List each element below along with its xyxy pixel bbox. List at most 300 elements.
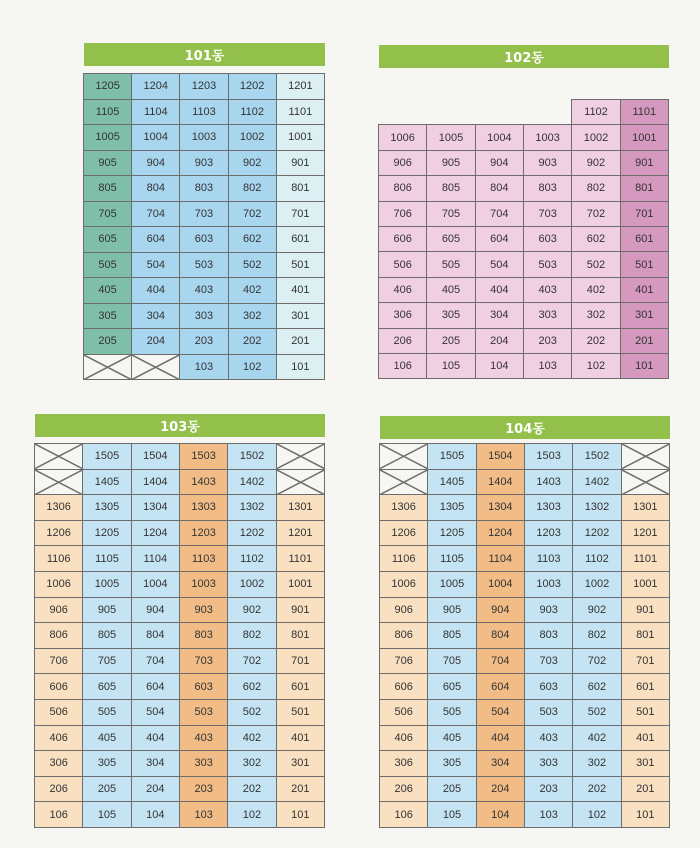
unit-cell: 106 [379,353,427,378]
unit-cell: 1303 [524,495,572,521]
unit-cell: 106 [380,802,428,828]
unit-cell: 102 [572,353,620,378]
unit-cell: 404 [131,725,179,751]
unit-cell: 1302 [228,495,276,521]
unit-cell: 1004 [476,571,524,597]
unit-cell: 502 [228,699,276,725]
building-title: 101동 [84,43,325,66]
unit-cell: 901 [276,597,324,623]
unit-cell: 504 [476,699,524,725]
unit-cell: 904 [132,150,180,176]
unit-cell: 604 [132,227,180,253]
unit-cell: 101 [621,802,669,828]
unit-cell: 406 [35,725,83,751]
unit-cell: 806 [379,176,427,201]
empty-cell [427,100,475,125]
table-row [380,648,670,674]
unit-cell: 201 [276,776,324,802]
unit-cell: 1006 [35,571,83,597]
unit-cell: 501 [276,252,324,278]
unit-cell: 405 [428,725,476,751]
unit-cell: 503 [179,699,227,725]
unavailable-cell-icon [35,469,83,495]
unit-cell: 905 [84,150,132,176]
table-row [380,546,670,572]
table-row [380,597,670,623]
unit-cell: 1001 [276,125,324,151]
unit-cell: 905 [427,150,475,175]
table-row [380,674,670,700]
unit-cell: 1203 [180,74,228,100]
unit-cell: 403 [523,277,571,302]
unit-cell: 606 [380,674,428,700]
unavailable-cell-icon [276,469,324,495]
unit-cell: 1202 [228,74,276,100]
unit-cell: 702 [573,648,621,674]
table-row [380,469,670,495]
table-row [379,100,669,125]
unit-cell: 1102 [228,546,276,572]
unit-cell: 602 [572,226,620,251]
unit-cell: 103 [180,354,228,380]
table-row [35,648,325,674]
unit-cell: 506 [379,252,427,277]
unit-cell: 501 [621,699,669,725]
unit-cell: 102 [228,802,276,828]
unit-cell: 405 [427,277,475,302]
unit-cell: 803 [179,623,227,649]
unit-cell: 1101 [276,99,324,125]
table-row [84,74,325,100]
unit-cell: 702 [228,648,276,674]
unit-cell: 904 [476,597,524,623]
unit-cell: 1304 [131,495,179,521]
unit-cell: 401 [621,725,669,751]
unit-cell: 703 [523,201,571,226]
unit-cell: 903 [523,150,571,175]
unit-cell: 802 [228,623,276,649]
unit-cell: 706 [380,648,428,674]
unit-cell: 506 [35,699,83,725]
table-row [84,99,325,125]
unit-cell: 1001 [620,125,668,150]
unit-cell: 203 [179,776,227,802]
unit-cell: 1302 [573,495,621,521]
unit-cell: 403 [179,725,227,751]
unit-cell: 901 [620,150,668,175]
unit-cell: 1103 [180,99,228,125]
table-row [35,444,325,470]
unit-cell: 601 [276,674,324,700]
unit-cell: 804 [132,176,180,202]
unit-cell: 201 [620,328,668,353]
unit-cell: 502 [572,252,620,277]
table-row [379,201,669,226]
unavailable-cell-icon [84,354,132,380]
unit-cell: 902 [228,150,276,176]
unit-cell: 505 [83,699,131,725]
unit-cell: 401 [276,278,324,304]
empty-cell [379,100,427,125]
unit-cell: 801 [276,623,324,649]
unit-cell: 703 [180,201,228,227]
unit-cell: 902 [228,597,276,623]
unit-cell: 1205 [428,520,476,546]
unit-cell: 1301 [621,495,669,521]
unit-cell: 206 [35,776,83,802]
unit-cell: 906 [380,597,428,623]
unit-cell: 1504 [476,444,524,470]
table-row [380,520,670,546]
unit-cell: 303 [523,303,571,328]
unit-cell: 301 [620,303,668,328]
unit-cell: 1001 [276,571,324,597]
unit-cell: 1103 [179,546,227,572]
table-row [380,802,670,828]
unit-cell: 106 [35,802,83,828]
unit-cell: 1304 [476,495,524,521]
unit-cell: 1005 [84,125,132,151]
unit-cell: 805 [84,176,132,202]
unit-cell: 804 [475,176,523,201]
unit-cell: 1004 [132,125,180,151]
unit-cell: 1002 [228,125,276,151]
unit-cell: 1201 [276,520,324,546]
unit-cell: 1002 [228,571,276,597]
unit-cell: 1003 [179,571,227,597]
unit-cell: 405 [84,278,132,304]
unit-cell: 1102 [572,100,620,125]
table-row [379,328,669,353]
unit-cell: 601 [276,227,324,253]
unit-cell: 801 [621,623,669,649]
table-row [84,354,325,380]
unit-cell: 306 [35,751,83,777]
unit-cell: 1005 [428,571,476,597]
unit-cell: 1102 [228,99,276,125]
unit-cell: 801 [620,176,668,201]
unit-cell: 901 [621,597,669,623]
unit-cell: 1203 [524,520,572,546]
unit-cell: 705 [428,648,476,674]
unit-cell: 605 [428,674,476,700]
unit-cell: 706 [379,201,427,226]
unit-cell: 204 [475,328,523,353]
unit-cell: 402 [228,725,276,751]
unit-cell: 601 [621,674,669,700]
table-row [380,495,670,521]
unit-cell: 1204 [476,520,524,546]
unit-cell: 1105 [84,99,132,125]
unit-cell: 606 [379,226,427,251]
unit-cell: 1101 [276,546,324,572]
unit-cell: 705 [83,648,131,674]
unit-cell: 503 [524,699,572,725]
unit-cell: 502 [573,699,621,725]
unit-cell: 103 [179,802,227,828]
unit-cell: 1502 [228,444,276,470]
unavailable-cell-icon [621,444,669,470]
unit-cell: 805 [428,623,476,649]
unit-cell: 603 [180,227,228,253]
empty-cell [523,100,571,125]
table-row [35,495,325,521]
unit-cell: 503 [523,252,571,277]
unit-cell: 104 [475,353,523,378]
unit-cell: 305 [428,751,476,777]
unit-cell: 1005 [83,571,131,597]
unit-cell: 203 [524,776,572,802]
unit-cell: 1201 [276,74,324,100]
unit-cell: 703 [524,648,572,674]
unit-cell: 1504 [131,444,179,470]
unit-cell: 502 [228,252,276,278]
table-row [35,674,325,700]
unit-cell: 604 [476,674,524,700]
unit-cell: 404 [475,277,523,302]
unit-cell: 903 [179,597,227,623]
unit-cell: 801 [276,176,324,202]
table-row [380,725,670,751]
unit-cell: 1505 [428,444,476,470]
unit-cell: 704 [132,201,180,227]
unit-cell: 305 [84,303,132,329]
unit-cell: 905 [83,597,131,623]
table-row [380,571,670,597]
unit-cell: 1105 [428,546,476,572]
unit-grid [379,443,670,828]
table-row [84,252,325,278]
table-row [380,751,670,777]
unit-cell: 904 [475,150,523,175]
unit-cell: 605 [84,227,132,253]
unit-cell: 301 [276,303,324,329]
unit-cell: 402 [572,277,620,302]
unit-cell: 505 [427,252,475,277]
unit-cell: 1405 [83,469,131,495]
unit-cell: 505 [84,252,132,278]
table-row [84,201,325,227]
unit-grid [34,443,325,828]
unit-cell: 101 [276,802,324,828]
table-row [35,776,325,802]
unit-cell: 604 [131,674,179,700]
unit-cell: 202 [228,776,276,802]
unit-cell: 1003 [524,571,572,597]
unit-cell: 1103 [524,546,572,572]
building-title: 102동 [379,45,669,68]
unit-cell: 1503 [179,444,227,470]
unit-cell: 1204 [132,74,180,100]
unit-cell: 805 [83,623,131,649]
unit-grid [378,99,669,379]
table-row [35,597,325,623]
unit-cell: 1003 [180,125,228,151]
unit-cell: 705 [427,201,475,226]
unit-cell: 806 [35,623,83,649]
unit-cell: 501 [620,252,668,277]
unit-cell: 706 [35,648,83,674]
unit-cell: 1201 [621,520,669,546]
unit-cell: 605 [83,674,131,700]
unavailable-cell-icon [621,469,669,495]
unit-cell: 902 [573,597,621,623]
unit-cell: 402 [573,725,621,751]
unit-cell: 201 [276,329,324,355]
unit-cell: 1404 [476,469,524,495]
unit-cell: 906 [35,597,83,623]
unit-cell: 504 [131,699,179,725]
unit-cell: 1202 [573,520,621,546]
unit-cell: 304 [132,303,180,329]
table-row [380,776,670,802]
unit-cell: 1106 [380,546,428,572]
unit-cell: 201 [621,776,669,802]
unavailable-cell-icon [380,444,428,470]
table-row [35,469,325,495]
unit-cell: 1404 [131,469,179,495]
unit-cell: 306 [380,751,428,777]
table-row [379,176,669,201]
unit-cell: 1005 [427,125,475,150]
unit-cell: 405 [83,725,131,751]
unit-cell: 1101 [620,100,668,125]
unit-cell: 603 [523,226,571,251]
table-row [35,571,325,597]
unit-cell: 1306 [35,495,83,521]
unit-cell: 301 [621,751,669,777]
unit-cell: 304 [476,751,524,777]
unit-cell: 1403 [524,469,572,495]
unit-cell: 1205 [83,520,131,546]
unit-cell: 1402 [573,469,621,495]
unit-cell: 1204 [131,520,179,546]
unit-cell: 303 [180,303,228,329]
unavailable-cell-icon [132,354,180,380]
unit-cell: 1305 [428,495,476,521]
table-row [35,546,325,572]
unit-cell: 1202 [228,520,276,546]
unit-cell: 1503 [524,444,572,470]
unit-cell: 302 [572,303,620,328]
table-row [379,125,669,150]
unit-cell: 202 [228,329,276,355]
unit-cell: 105 [428,802,476,828]
building-title: 103동 [35,414,325,437]
unit-cell: 202 [573,776,621,802]
unit-cell: 302 [228,751,276,777]
unit-cell: 105 [427,353,475,378]
unit-cell: 705 [84,201,132,227]
unit-cell: 204 [476,776,524,802]
unit-cell: 905 [428,597,476,623]
unit-cell: 1505 [83,444,131,470]
unit-cell: 202 [572,328,620,353]
unit-cell: 802 [228,176,276,202]
unit-cell: 1402 [228,469,276,495]
table-row [84,227,325,253]
unit-cell: 103 [523,353,571,378]
unit-cell: 304 [475,303,523,328]
unit-cell: 803 [523,176,571,201]
unit-cell: 303 [524,751,572,777]
table-row [379,277,669,302]
unit-cell: 902 [572,150,620,175]
unit-cell: 104 [476,802,524,828]
table-row [379,226,669,251]
unit-cell: 301 [276,751,324,777]
unit-cell: 603 [524,674,572,700]
table-row [380,444,670,470]
table-row [35,725,325,751]
unit-cell: 205 [428,776,476,802]
unit-cell: 806 [380,623,428,649]
unit-cell: 602 [228,674,276,700]
unit-cell: 101 [276,354,324,380]
unit-cell: 206 [379,328,427,353]
unit-cell: 305 [427,303,475,328]
unit-cell: 403 [524,725,572,751]
unit-cell: 904 [131,597,179,623]
unavailable-cell-icon [276,444,324,470]
unit-cell: 1502 [573,444,621,470]
unit-cell: 1205 [84,74,132,100]
unit-cell: 403 [180,278,228,304]
unit-cell: 506 [380,699,428,725]
unit-cell: 305 [83,751,131,777]
unit-cell: 903 [524,597,572,623]
unit-cell: 701 [621,648,669,674]
unit-cell: 1004 [475,125,523,150]
unit-cell: 406 [380,725,428,751]
unit-cell: 802 [572,176,620,201]
table-row [379,252,669,277]
unit-cell: 602 [573,674,621,700]
unavailable-cell-icon [35,444,83,470]
unit-cell: 1104 [476,546,524,572]
unit-cell: 901 [276,150,324,176]
unit-cell: 1106 [35,546,83,572]
table-row [84,150,325,176]
unit-cell: 401 [620,277,668,302]
unit-cell: 203 [180,329,228,355]
unit-cell: 603 [179,674,227,700]
unit-cell: 1104 [132,99,180,125]
unit-cell: 206 [380,776,428,802]
unit-cell: 404 [132,278,180,304]
unit-cell: 1206 [380,520,428,546]
table-row [84,125,325,151]
unit-cell: 504 [475,252,523,277]
unit-cell: 601 [620,226,668,251]
unit-cell: 1403 [179,469,227,495]
unit-cell: 302 [228,303,276,329]
unit-cell: 1206 [35,520,83,546]
unit-cell: 1305 [83,495,131,521]
unit-cell: 1104 [131,546,179,572]
unit-cell: 1306 [380,495,428,521]
unit-cell: 102 [228,354,276,380]
unit-cell: 501 [276,699,324,725]
unit-cell: 701 [276,201,324,227]
unit-cell: 701 [276,648,324,674]
unit-cell: 205 [83,776,131,802]
unavailable-cell-icon [380,469,428,495]
unit-cell: 105 [83,802,131,828]
unit-cell: 602 [228,227,276,253]
unit-cell: 505 [428,699,476,725]
unit-cell: 104 [131,802,179,828]
